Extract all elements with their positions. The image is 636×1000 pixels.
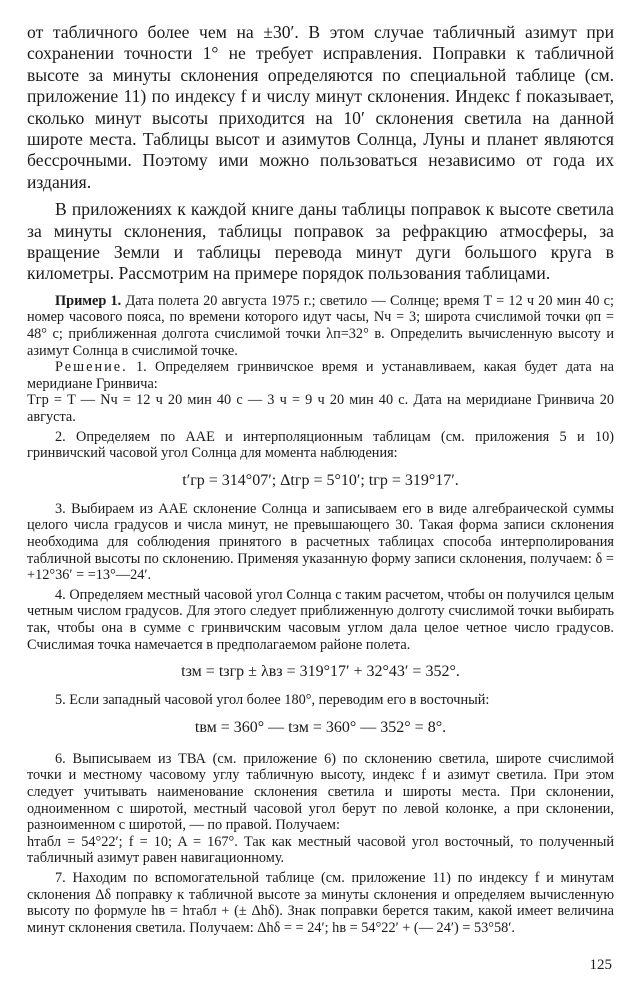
formula-greenwich-hour-angle: t′гр = 314°07′; Δtгр = 5°10′; tгр = 319°17′. bbox=[182, 471, 459, 489]
solution-step-6: 6. Выписываем из ТВА (см. приложение 6) по склонению светила, широте счислимой точки и местному часовому углу табличную высоту, индекс f и азимут светила. При этом следует учитывать наименование склонения светила и широты места. При склонении, одноименном с широтой, местный часовой угол берут по левой колонке, а при склонении, разноименном с широтой, — по правой. Получаем: bbox=[27, 750, 614, 834]
paragraph-continuation: от табличного более чем на ±30′. В этом случае табличный азимут при сохранении точности 1° не требует исправления. Поправки к табличной высоте за минуты склонения определяются по специальной таблице (см. приложение 11) по индексу f и числу минут склонения. Индекс f показывает, сколько минут высоты приходится на 10′ склонения светила на данной широте места. Таблицы высот и азимутов Солнца, Луны и планет являются бессрочными. Поэтому ими можно пользоваться независимо от года их издания. bbox=[27, 22, 614, 192]
page-number: 125 bbox=[589, 957, 612, 973]
solution-step-5: 5. Если западный часовой угол более 180°, переводим его в восточный: bbox=[55, 692, 490, 709]
solution-step-7: 7. Находим по вспомогательной таблице (см. приложение 11) по индексу f и минутам склонения Δδ поправку к табличной высоте за минуты склонения и определяем вычисленную высоту по формуле hв = hтабл + (± Δhδ). Знак поправки берется таким, какой имеет величина минут склонения светила. Получаем: Δhδ = = 24′; hв = 54°22′ + (— 24′) = 53°58′. bbox=[27, 869, 614, 936]
example-text: Дата полета 20 августа 1975 г.; светило — Солнце; время T = 12 ч 20 мин 40 с; номер часового пояса, по времени которого идут часы, Nч = 3; широта счислимой точки φп = 48° с; приближенная долгота счислимой точки λп=32° в. Определить вычисленную высоту и азимут Солнца в счислимой точке. bbox=[27, 292, 614, 359]
example-label: Пример 1. bbox=[55, 292, 122, 309]
step-1-calculation: Tгр = T — Nч = 12 ч 20 мин 40 с — 3 ч = 9 ч 20 мин 40 с. Дата на меридиане Гринвича 20 августа. bbox=[27, 392, 614, 426]
step-1-text: 1. Определяем гринвичское время и устанавливаем, какая будет дата на меридиане Гринвича: bbox=[27, 359, 615, 392]
step-6-result: hтабл = 54°22′; f = 10; A = 167°. Так как местный часовой угол восточный, то полученный табличный азимут равен навигационному. bbox=[27, 833, 614, 867]
paragraph-appendices: В приложениях к каждой книге даны таблицы поправок к высоте светила за минуты склонения, таблицы поправок за рефракцию атмосферы, за вращение Земли и таблицы перевода минут дуги большого круга в километры. Рассмотрим на примере порядок пользования таблицами. bbox=[27, 199, 614, 284]
formula-local-hour-angle: tзм = tзгр ± λвз = 319°17′ + 32°43′ = 352°. bbox=[181, 663, 460, 681]
solution-step-4: 4. Определяем местный часовой угол Солнца с таким расчетом, чтобы он получился целым четным числом градусов. Для этого следует приближенную долготу счислимой точки выбирать так, чтобы она в сумме с гринвичским часовым углом дала целое четное число градусов. Счислимая точка намечается в предполагаемом районе полета. bbox=[27, 586, 614, 653]
example-paragraph bbox=[27, 293, 614, 359]
solution-step-2: 2. Определяем по ААЕ и интерполяционным таблицам (см. приложения 5 и 10) гринвичский часовой угол Солнца для момента наблюдения: bbox=[27, 428, 614, 462]
solution-label: Решение. bbox=[55, 359, 128, 376]
solution-step-1 bbox=[27, 359, 614, 392]
solution-step-3: 3. Выбираем из ААЕ склонение Солнца и записываем его в виде алгебраической суммы целого числа градусов и числа минут, не превышающего 30. Такая форма записи склонения необходима для соблюдения принятого в расчетных таблицах способа интерполирования табличной высоты по склонению. Применяя указанную форму записи склонения, получаем: δ = +12°36′ = =13°—24′. bbox=[27, 500, 614, 584]
formula-east-hour-angle: tвм = 360° — tзм = 360° — 352° = 8°. bbox=[194, 718, 447, 736]
